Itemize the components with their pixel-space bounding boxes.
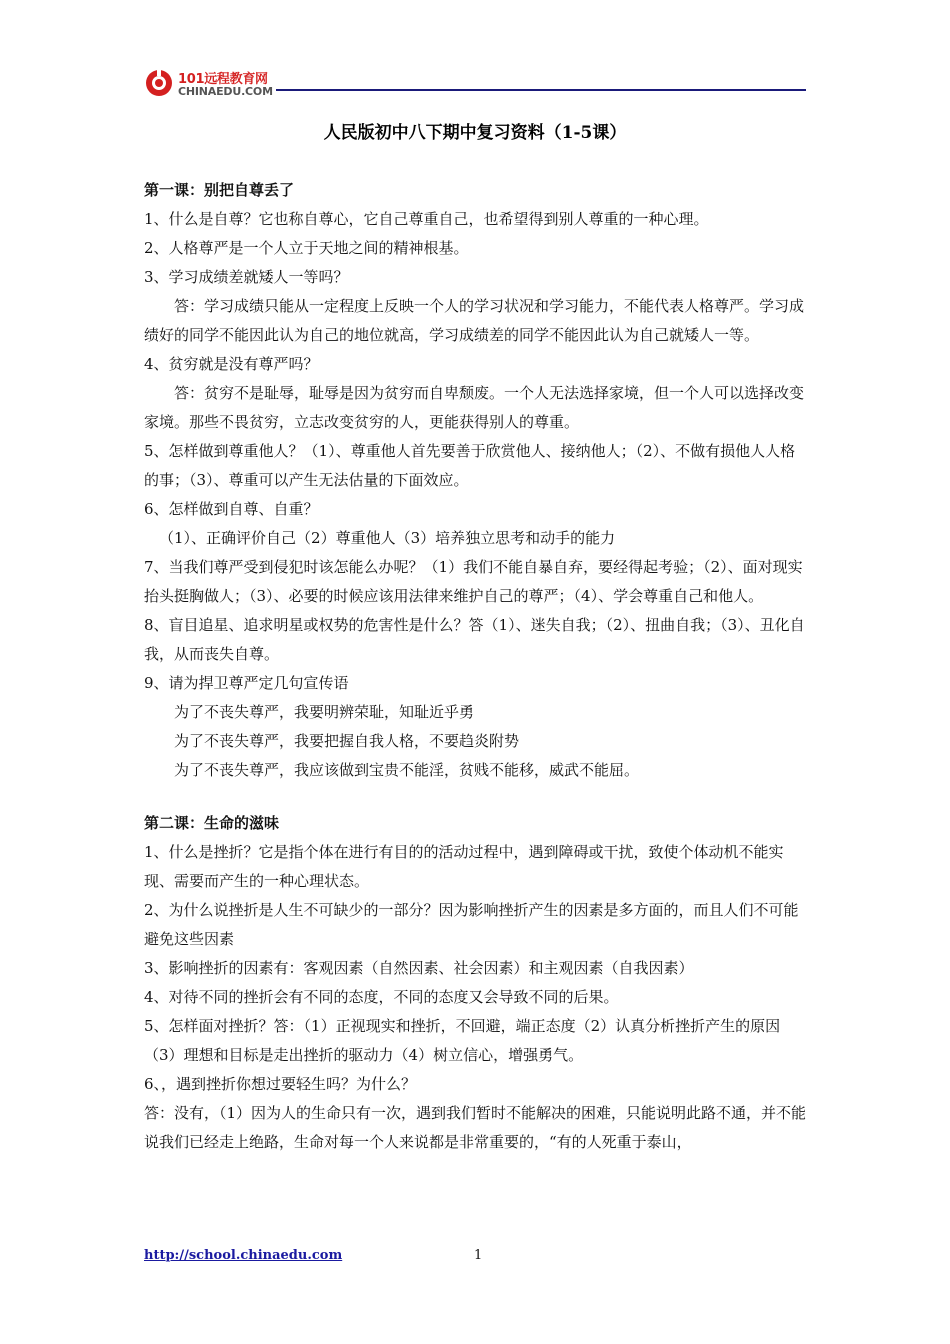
paragraph: 8、盲目追星、追求明星或权势的危害性是什么？答（1）、迷失自我；（2）、扭曲自我；（3）、丑化自我，从而丧失自尊。 bbox=[144, 616, 805, 663]
paragraph: 3、学习成绩差就矮人一等吗？ bbox=[144, 268, 349, 286]
site-logo[interactable] bbox=[144, 64, 274, 104]
answer-paragraph: 答：贫穷不是耻辱，耻辱是因为贫穷而自卑颓废。一个人无法选择家境，但一个人可以选择改变家境。那些不畏贫穷，立志改变贫穷的人，更能获得别人的尊重。 bbox=[144, 384, 805, 431]
paragraph: 4、对待不同的挫折会有不同的态度，不同的态度又会导致不同的后果。 bbox=[144, 988, 619, 1006]
page-title: 人民版初中八下期中复习资料（1-5课） bbox=[323, 123, 627, 143]
answer-paragraph: 答：学习成绩只能从一定程度上反映一个人的学习状况和学习能力，不能代表人格尊严。学习成绩好的同学不能因此认为自己的地位就高，学习成绩差的同学不能因此认为自己就矮人一等。 bbox=[144, 297, 805, 344]
lesson2-heading: 第二课：生命的滋味 bbox=[144, 814, 280, 832]
page-number: 1 bbox=[474, 1248, 483, 1263]
paragraph: 1、什么是挫折？它是指个体在进行有目的的活动过程中，遇到障碍或干扰，致使个体动机不能实现、需要而产生的一种心理状态。 bbox=[144, 843, 784, 890]
lesson1-heading: 第一课：别把自尊丢了 bbox=[144, 181, 295, 199]
answer-paragraph: （1）、正确评价自己（2）尊重他人（3）培养独立思考和动手的能力 bbox=[159, 529, 616, 547]
paragraph: 6、怎样做到自尊、自重？ bbox=[144, 500, 319, 518]
logo-name: 101远程教育网 bbox=[178, 72, 268, 87]
logo-icon bbox=[144, 68, 174, 98]
paragraph: 2、为什么说挫折是人生不可缺少的一部分？因为影响挫折产生的因素是多方面的，而且人们不可能避免这些因素 bbox=[144, 901, 799, 948]
footer-link[interactable]: http://school.chinaedu.com bbox=[144, 1248, 343, 1263]
section-gap bbox=[144, 785, 808, 809]
slogan-line: 为了不丧失尊严，我要把握自我人格，不要趋炎附势 bbox=[174, 732, 520, 750]
slogan-line: 为了不丧失尊严，我应该做到宝贵不能淫，贫贱不能移，威武不能屈。 bbox=[174, 761, 640, 779]
slogan-line: 为了不丧失尊严，我要明辨荣耻，知耻近乎勇 bbox=[174, 703, 475, 721]
logo-url: CHINAEDU.COM bbox=[178, 85, 273, 98]
paragraph: 1、什么是自尊？它也称自尊心，它自己尊重自己，也希望得到别人尊重的一种心理。 bbox=[144, 210, 709, 228]
paragraph: 3、影响挫折的因素有：客观因素（自然因素、社会因素）和主观因素（自我因素） bbox=[144, 959, 694, 977]
paragraph: 4、贫穷就是没有尊严吗？ bbox=[144, 355, 319, 373]
paragraph: 2、人格尊严是一个人立于天地之间的精神根基。 bbox=[144, 239, 469, 257]
paragraph: 6、，遇到挫折你想过要轻生吗？为什么？ bbox=[144, 1075, 417, 1093]
page-footer bbox=[144, 1248, 808, 1268]
document-body bbox=[144, 176, 808, 1157]
header-rule bbox=[276, 89, 806, 91]
page-header bbox=[144, 64, 806, 104]
paragraph: 9、请为捍卫尊严定几句宣传语 bbox=[144, 674, 349, 692]
paragraph: 7、当我们尊严受到侵犯时该怎能么办呢？（1）我们不能自暴自弃，要经得起考验；（2）、面对现实抬头挺胸做人；（3）、必要的时候应该用法律来维护自己的尊严；（4）、学会尊重自己和他人。 bbox=[144, 558, 803, 605]
paragraph: 5、怎样做到尊重他人？（1）、尊重他人首先要善于欣赏他人、接纳他人；（2）、不做有损他人人格的事；（3）、尊重可以产生无法估量的下面效应。 bbox=[144, 442, 796, 489]
paragraph: 5、怎样面对挫折？答：（1）正视现实和挫折，不回避，端正态度（2）认真分析挫折产生的原因（3）理想和目标是走出挫折的驱动力（4）树立信心，增强勇气。 bbox=[144, 1017, 781, 1064]
paragraph: 答：没有，（1）因为人的生命只有一次，遇到我们暂时不能解决的困难，只能说明此路不通，并不能说我们已经走上绝路，生命对每一个人来说都是非常重要的，“有的人死重于泰山， bbox=[144, 1104, 807, 1151]
